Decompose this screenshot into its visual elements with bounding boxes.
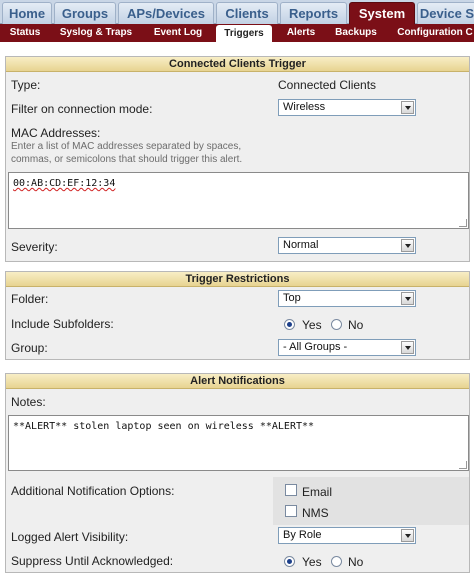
tab-groups[interactable]: Groups [54,2,116,24]
suppress-no-label: No [348,555,364,569]
tab-aps-devices[interactable]: APs/Devices [118,2,214,24]
include-subfolders-yes-radio[interactable] [284,319,295,330]
type-value: Connected Clients [278,78,377,92]
subtab-status[interactable]: Status [9,27,41,38]
tab-clients[interactable]: Clients [216,2,278,24]
suppress-no-radio[interactable] [331,556,342,567]
suppress-yes-radio[interactable] [284,556,295,567]
panel-title: Alert Notifications [6,374,469,389]
filter-mode-value: Wireless [283,101,326,113]
connected-clients-trigger-panel [5,56,470,262]
top-nav [0,0,474,24]
notes-label: Notes: [11,395,46,409]
severity-value: Normal [283,239,319,251]
severity-label: Severity: [11,240,58,254]
subtab-configuration-change[interactable]: Configuration C [397,27,473,38]
subtab-alerts[interactable]: Alerts [286,27,316,38]
mac-addresses-hint-2: commas, or semicolons that should trigger this alert. [11,154,243,165]
mac-addresses-hint: Enter a list of MAC addresses separated by spaces, [11,141,242,152]
resize-grip-icon[interactable] [459,219,467,227]
chevron-down-icon [401,341,414,354]
include-subfolders-yes-label: Yes [302,318,322,332]
sub-nav [0,24,474,42]
tab-home[interactable]: Home [2,2,52,24]
chevron-down-icon [401,101,414,114]
notes-textarea[interactable] [8,415,469,471]
suppress-yes-label: Yes [302,555,322,569]
folder-value: Top [283,292,301,304]
severity-select[interactable] [278,237,416,254]
additional-options-label: Additional Notification Options: [11,484,175,498]
chevron-down-icon [401,292,414,305]
trigger-restrictions-panel [5,271,470,360]
folder-select[interactable] [278,290,416,307]
resize-grip-icon[interactable] [459,461,467,469]
chevron-down-icon [401,239,414,252]
filter-mode-label: Filter on connection mode: [11,102,153,116]
filter-mode-select[interactable] [278,99,416,116]
nms-checkbox-label: NMS [302,506,329,520]
subtab-backups[interactable]: Backups [335,27,377,38]
tab-reports[interactable]: Reports [280,2,347,24]
type-label: Type: [11,78,41,92]
notes-value: **ALERT** stolen laptop seen on wireless **ALERT** [13,421,315,432]
include-subfolders-label: Include Subfolders: [11,317,114,331]
alert-notifications-panel [5,373,470,573]
panel-title: Trigger Restrictions [6,272,469,287]
nms-checkbox[interactable] [285,505,297,517]
logged-alert-visibility-value: By Role [283,529,322,541]
mac-addresses-label: MAC Addresses: [11,126,101,140]
include-subfolders-no-label: No [348,318,364,332]
group-select[interactable] [278,339,416,356]
email-checkbox-label: Email [302,485,333,499]
suppress-until-acknowledged-label: Suppress Until Acknowledged: [11,554,174,568]
tab-system[interactable]: System [349,2,415,24]
group-value: - All Groups - [283,341,348,353]
panel-title: Connected Clients Trigger [6,57,469,72]
mac-addresses-textarea[interactable] [8,172,469,229]
include-subfolders-no-radio[interactable] [331,319,342,330]
mac-addresses-value: 00:AB:CD:EF:12:34 [13,178,116,189]
group-label: Group: [11,341,48,355]
tab-device-setup[interactable]: Device S [417,2,474,24]
email-checkbox[interactable] [285,484,297,496]
subtab-syslog-traps[interactable]: Syslog & Traps [59,27,133,38]
logged-alert-visibility-select[interactable] [278,527,416,544]
logged-alert-visibility-label: Logged Alert Visibility: [11,530,129,544]
folder-label: Folder: [11,292,49,306]
chevron-down-icon [401,529,414,542]
subtab-triggers[interactable]: Triggers [216,25,272,42]
subtab-event-log[interactable]: Event Log [153,27,203,38]
